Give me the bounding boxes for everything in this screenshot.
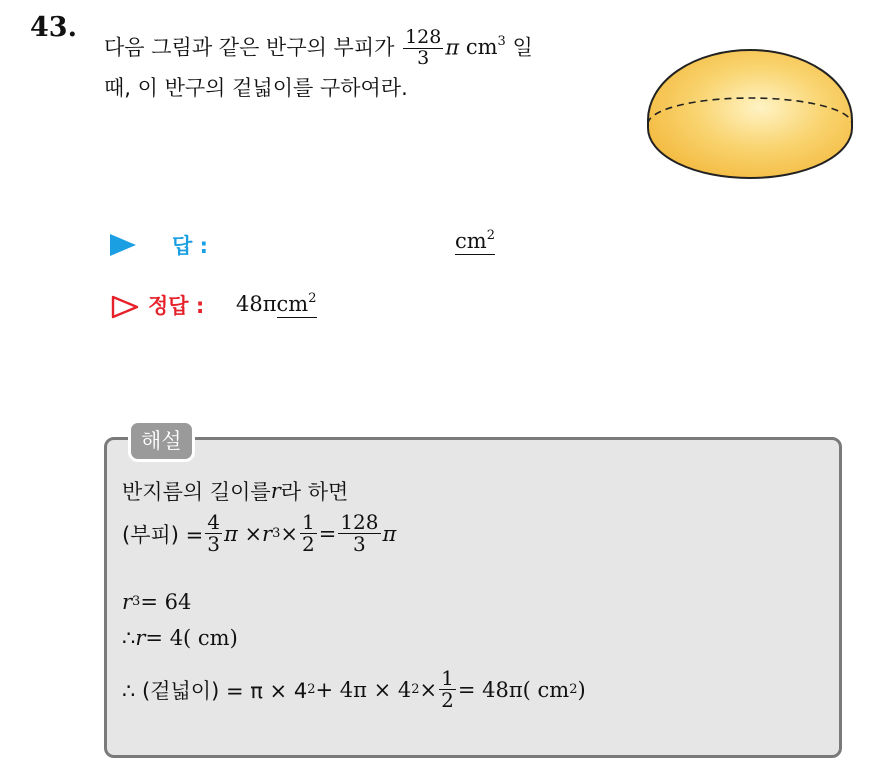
volume-denominator: 3 xyxy=(417,46,430,69)
correct-answer-label: 정답 : xyxy=(148,294,205,318)
volume-unit: $cm^3$ xyxy=(465,34,506,60)
pi-symbol: π xyxy=(445,35,460,60)
hemisphere-shape xyxy=(648,50,852,178)
explanation-line-3: r 3 = 64 xyxy=(122,590,192,614)
explanation-tag: 해설 xyxy=(128,420,195,462)
explanation-line-1: 반지름의 길이를 r 라 하면 xyxy=(122,479,349,504)
volume-numerator: 128 xyxy=(405,26,442,48)
explanation-line-2: (부피) = $\frac{4}{3}$ π × r 3 × $\frac{1}{2}$ = $\frac{128}{3}$ π xyxy=(122,510,397,556)
question-text: 다음 그림과 같은 반구의 부피가 xyxy=(104,35,402,60)
volume-fraction xyxy=(403,28,443,69)
correct-answer-value: 48πcm$^2$ xyxy=(236,290,317,316)
play-arrow-icon xyxy=(110,234,136,256)
explanation-line-4: ∴ r = 4( cm) xyxy=(122,626,238,650)
answer-unit[interactable]: $cm^2$ xyxy=(455,230,495,255)
question-line-1 xyxy=(104,28,533,69)
outline-arrow-icon xyxy=(110,294,140,320)
answer-label: 답 : xyxy=(172,234,208,258)
question-line-2: 때, 이 반구의 겉넓이를 구하여라. xyxy=(104,76,408,100)
question-text-end: 일 xyxy=(505,35,533,60)
hemisphere-figure xyxy=(640,44,860,186)
explanation-line-5: ∴ (겉넓이) = π × 4 2 + 4π × 4 2 × $\frac{1}{2}$ = 48π( cm 2 ) xyxy=(122,666,586,712)
problem-number: 43. xyxy=(30,12,77,43)
answer-arrow xyxy=(110,228,136,262)
